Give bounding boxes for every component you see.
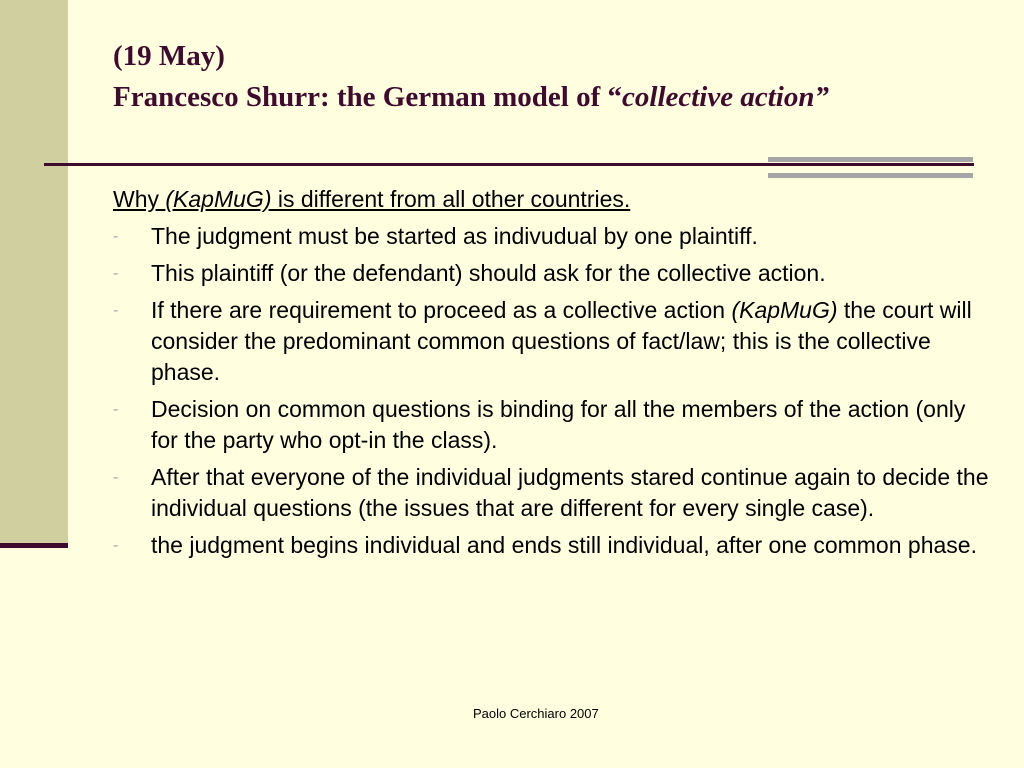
footer-credit: Paolo Cerchiaro 2007 (473, 706, 599, 721)
heading-suffix: is different from all other countries. (271, 186, 631, 212)
bullet-text: After that everyone of the individual judgments stared continue again to decide the individual questions (the issues that are different for every single case). (151, 464, 989, 521)
bullet-item (113, 221, 993, 252)
heading-prefix: Why (113, 186, 166, 212)
bullet-text-italic: (KapMuG) (731, 297, 838, 323)
bullet-text: Decision on common questions is binding for all the members of the action (only for the party who opt-in the class). (151, 396, 966, 453)
title-topic-italic: collective action” (622, 81, 829, 113)
bullet-text-suffix: the court will consider the predominant common questions of fact/law; this is the collective phase. (151, 297, 972, 385)
dash-bullet-icon: - (113, 302, 119, 319)
body-heading (113, 184, 993, 215)
title-divider (44, 163, 974, 166)
bullet-item (113, 258, 993, 289)
heading-italic: (KapMuG) (165, 186, 272, 212)
dash-bullet-icon: - (113, 228, 119, 245)
bullet-item (113, 462, 993, 524)
accent-bar-top (768, 157, 973, 162)
title-line-date: (19 May) (113, 40, 225, 72)
bullet-item (113, 295, 993, 388)
left-band-cap-line (0, 543, 68, 548)
title-topic-text: Francesco Shurr: the German model of “ (113, 81, 623, 113)
bullet-item (113, 394, 993, 456)
dash-bullet-icon: - (113, 469, 119, 486)
bullet-text: This plaintiff (or the defendant) should ask for the collective action. (151, 260, 826, 286)
bullet-item (113, 530, 993, 561)
accent-bar-bottom (768, 173, 973, 178)
dash-bullet-icon: - (113, 265, 119, 282)
slide-body (113, 184, 993, 567)
dash-bullet-icon: - (113, 401, 119, 418)
bullet-text: The judgment must be started as indivudual by one plaintiff. (151, 223, 758, 249)
slide-title (113, 36, 973, 118)
dash-bullet-icon: - (113, 537, 119, 554)
bullet-text-prefix: If there are requirement to proceed as a collective action (151, 297, 732, 323)
title-line-topic (113, 77, 973, 118)
bullet-text: the judgment begins individual and ends still individual, after one common phase. (151, 532, 977, 558)
left-side-band (0, 0, 68, 545)
